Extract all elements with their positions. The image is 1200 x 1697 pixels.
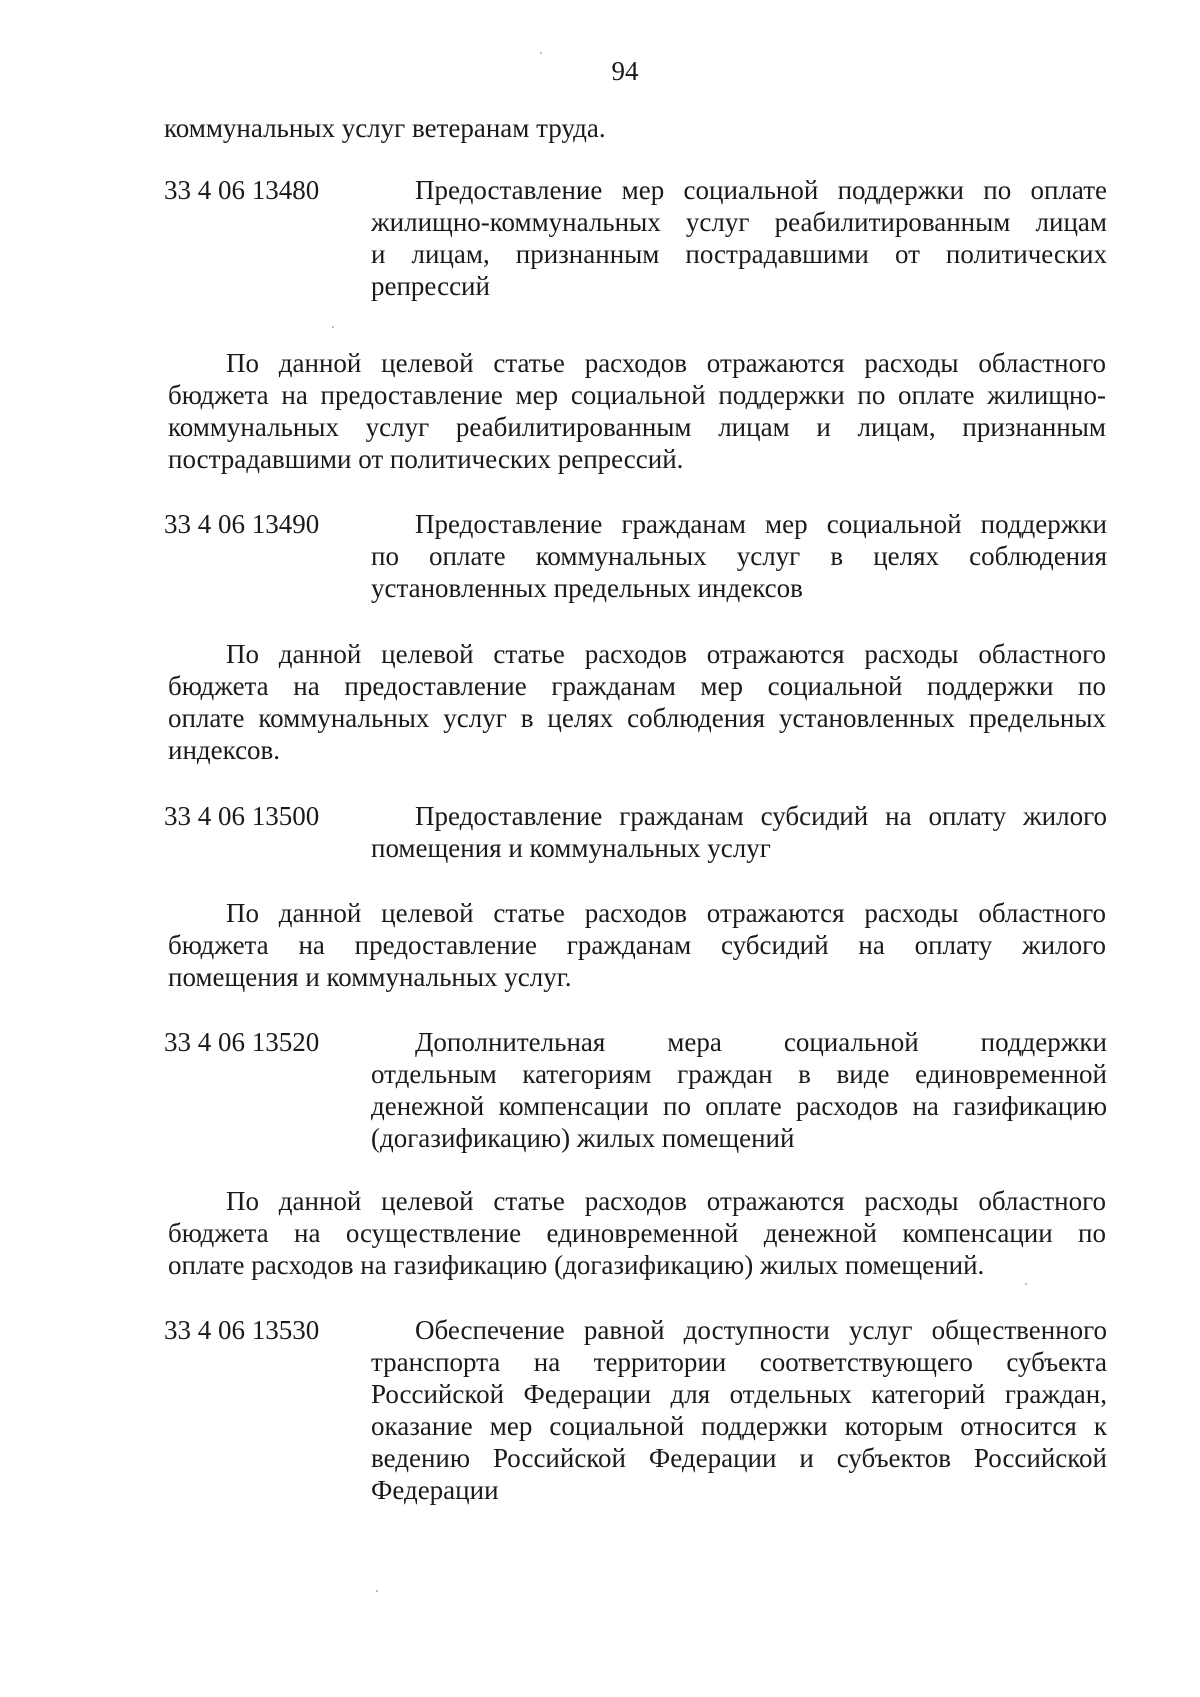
title-line: Российской Федерации для отдельных категорий граждан, bbox=[371, 1379, 1107, 1409]
description-line: По данной целевой статье расходов отражаются расходы областного bbox=[226, 898, 1106, 928]
entry-description bbox=[168, 347, 1106, 475]
intro-line: коммунальных услуг ветеранам труда. bbox=[164, 113, 606, 143]
description-line: оплате коммунальных услуг в целях соблюдения установленных предельных bbox=[168, 703, 1106, 733]
title-line: ведению Российской Федерации и субъектов Российской bbox=[371, 1443, 1107, 1473]
title-line: денежной компенсации по оплате расходов на газификацию bbox=[371, 1091, 1107, 1121]
entry-description bbox=[168, 638, 1106, 766]
title-line: Предоставление мер социальной поддержки по оплате bbox=[415, 175, 1107, 205]
budget-code: 33 4 06 13520 bbox=[164, 1027, 320, 1057]
scan-speck bbox=[1025, 1283, 1027, 1285]
description-line: бюджета на осуществление единовременной денежной компенсации по bbox=[168, 1218, 1106, 1248]
title-line: Предоставление гражданам мер социальной поддержки bbox=[415, 509, 1107, 539]
title-line: Дополнительная мера социальной поддержки bbox=[415, 1027, 1107, 1057]
description-line: По данной целевой статье расходов отражаются расходы областного bbox=[226, 1186, 1106, 1216]
entry-title bbox=[371, 174, 1107, 302]
scan-speck bbox=[332, 326, 334, 328]
title-line: установленных предельных индексов bbox=[371, 573, 803, 603]
title-line: Обеспечение равной доступности услуг общественного bbox=[415, 1315, 1107, 1345]
description-line: бюджета на предоставление гражданам мер социальной поддержки по bbox=[168, 671, 1106, 701]
description-line: индексов. bbox=[168, 735, 281, 765]
description-line: По данной целевой статье расходов отражаются расходы областного bbox=[226, 348, 1106, 378]
title-line: жилищно-коммунальных услуг реабилитированным лицам bbox=[371, 207, 1107, 237]
budget-code: 33 4 06 13480 bbox=[164, 175, 320, 205]
description-line: По данной целевой статье расходов отражаются расходы областного bbox=[226, 639, 1106, 669]
page-number: 94 bbox=[611, 56, 639, 86]
entry-description bbox=[168, 1185, 1106, 1281]
title-line: Предоставление гражданам субсидий на оплату жилого bbox=[415, 801, 1107, 831]
scan-speck bbox=[540, 52, 542, 54]
description-line: коммунальных услуг реабилитированным лицам и лицам, признанным bbox=[168, 412, 1106, 442]
entry-description bbox=[168, 897, 1106, 993]
title-line: репрессий bbox=[371, 271, 490, 301]
title-line: Федерации bbox=[371, 1475, 499, 1505]
description-line: пострадавшими от политических репрессий. bbox=[168, 444, 684, 474]
title-line: помещения и коммунальных услуг bbox=[371, 833, 771, 863]
scan-speck bbox=[376, 1590, 378, 1592]
title-line: отдельным категориям граждан в виде единовременной bbox=[371, 1059, 1107, 1089]
description-line: бюджета на предоставление мер социальной поддержки по оплате жилищно- bbox=[168, 380, 1106, 410]
title-line: по оплате коммунальных услуг в целях соблюдения bbox=[371, 541, 1107, 571]
description-line: помещения и коммунальных услуг. bbox=[168, 962, 572, 992]
entry-title bbox=[371, 1314, 1107, 1506]
entry-title bbox=[371, 800, 1107, 864]
description-line: бюджета на предоставление гражданам субсидий на оплату жилого bbox=[168, 930, 1106, 960]
budget-code: 33 4 06 13530 bbox=[164, 1315, 320, 1345]
title-line: транспорта на территории соответствующего субъекта bbox=[371, 1347, 1107, 1377]
title-line: и лицам, признанным пострадавшими от политических bbox=[371, 239, 1107, 269]
title-line: оказание мер социальной поддержки которым относится к bbox=[371, 1411, 1107, 1441]
description-line: оплате расходов на газификацию (догазификацию) жилых помещений. bbox=[168, 1250, 985, 1280]
entry-title bbox=[371, 1026, 1107, 1154]
budget-code: 33 4 06 13490 bbox=[164, 509, 320, 539]
entry-title bbox=[371, 508, 1107, 604]
title-line: (догазификацию) жилых помещений bbox=[371, 1123, 795, 1153]
budget-code: 33 4 06 13500 bbox=[164, 801, 320, 831]
